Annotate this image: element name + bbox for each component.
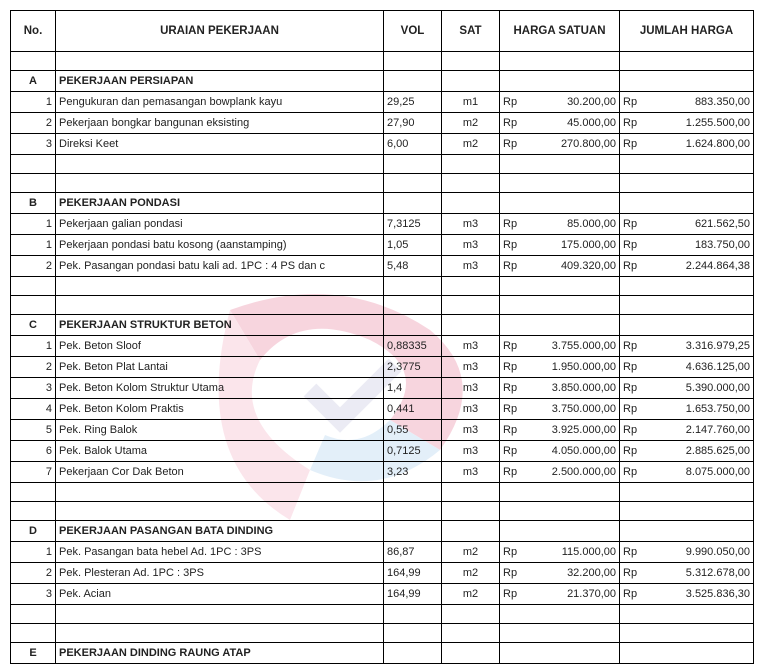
item-total-price: 1.624.800,00 xyxy=(650,134,754,155)
table-row xyxy=(11,256,754,277)
empty-cell xyxy=(620,502,754,521)
table-row xyxy=(11,336,754,357)
currency-label: Rp xyxy=(620,563,650,584)
empty-cell xyxy=(500,483,620,502)
empty-cell xyxy=(620,315,754,336)
empty-cell xyxy=(442,521,500,542)
empty-cell xyxy=(384,174,442,193)
item-no: 4 xyxy=(11,399,56,420)
spacer-row xyxy=(11,296,754,315)
item-unit-price: 3.925.000,00 xyxy=(530,420,620,441)
table-row xyxy=(11,214,754,235)
item-no: 7 xyxy=(11,462,56,483)
item-no: 5 xyxy=(11,420,56,441)
empty-cell xyxy=(620,521,754,542)
section-code: C xyxy=(11,315,56,336)
section-row xyxy=(11,193,754,214)
item-volume: 0,88335 xyxy=(384,336,442,357)
section-code: E xyxy=(11,643,56,664)
item-volume: 0,7125 xyxy=(384,441,442,462)
spacer-row xyxy=(11,624,754,643)
item-no: 1 xyxy=(11,235,56,256)
item-unit: m3 xyxy=(442,256,500,277)
item-unit-price: 85.000,00 xyxy=(530,214,620,235)
item-description: Pengukuran dan pemasangan bowplank kayu xyxy=(56,92,384,113)
empty-cell xyxy=(500,624,620,643)
empty-cell xyxy=(500,71,620,92)
table-row xyxy=(11,134,754,155)
currency-label: Rp xyxy=(500,584,530,605)
empty-cell xyxy=(620,605,754,624)
spacer-row xyxy=(11,605,754,624)
table-row xyxy=(11,399,754,420)
item-description: Pekerjaan Cor Dak Beton xyxy=(56,462,384,483)
item-unit-price: 115.000,00 xyxy=(530,542,620,563)
currency-label: Rp xyxy=(620,462,650,483)
item-description: Pek. Ring Balok xyxy=(56,420,384,441)
item-volume: 0,55 xyxy=(384,420,442,441)
item-description: Pek. Balok Utama xyxy=(56,441,384,462)
table-row xyxy=(11,113,754,134)
table-row xyxy=(11,462,754,483)
section-title: PEKERJAAN PONDASI xyxy=(56,193,384,214)
item-unit: m3 xyxy=(442,399,500,420)
item-total-price: 2.244.864,38 xyxy=(650,256,754,277)
empty-cell xyxy=(620,624,754,643)
currency-label: Rp xyxy=(500,462,530,483)
currency-label: Rp xyxy=(500,378,530,399)
empty-cell xyxy=(384,71,442,92)
empty-cell xyxy=(442,624,500,643)
item-no: 1 xyxy=(11,214,56,235)
empty-cell xyxy=(384,296,442,315)
empty-cell xyxy=(56,155,384,174)
item-unit-price: 30.200,00 xyxy=(530,92,620,113)
item-no: 2 xyxy=(11,113,56,134)
empty-cell xyxy=(442,277,500,296)
item-no: 3 xyxy=(11,134,56,155)
empty-cell xyxy=(56,605,384,624)
empty-cell xyxy=(620,71,754,92)
currency-label: Rp xyxy=(500,563,530,584)
item-description: Pek. Beton Kolom Struktur Utama xyxy=(56,378,384,399)
item-unit-price: 4.050.000,00 xyxy=(530,441,620,462)
empty-cell xyxy=(56,52,384,71)
item-unit: m2 xyxy=(442,542,500,563)
item-total-price: 621.562,50 xyxy=(650,214,754,235)
header-row xyxy=(11,11,754,52)
currency-label: Rp xyxy=(500,256,530,277)
item-unit: m3 xyxy=(442,357,500,378)
item-unit: m2 xyxy=(442,113,500,134)
empty-cell xyxy=(442,605,500,624)
empty-cell xyxy=(500,521,620,542)
section-row xyxy=(11,315,754,336)
empty-cell xyxy=(11,483,56,502)
item-description: Pekerjaan pondasi batu kosong (aanstamping) xyxy=(56,235,384,256)
item-unit: m3 xyxy=(442,441,500,462)
item-unit-price: 3.755.000,00 xyxy=(530,336,620,357)
empty-cell xyxy=(442,193,500,214)
empty-cell xyxy=(620,193,754,214)
item-volume: 27,90 xyxy=(384,113,442,134)
empty-cell xyxy=(500,155,620,174)
item-no: 1 xyxy=(11,92,56,113)
item-description: Pek. Pasangan pondasi batu kali ad. 1PC : 4 PS dan c xyxy=(56,256,384,277)
item-total-price: 183.750,00 xyxy=(650,235,754,256)
section-code: A xyxy=(11,71,56,92)
currency-label: Rp xyxy=(620,92,650,113)
currency-label: Rp xyxy=(620,256,650,277)
rab-table xyxy=(10,10,754,664)
currency-label: Rp xyxy=(620,357,650,378)
item-total-price: 5.312.678,00 xyxy=(650,563,754,584)
empty-cell xyxy=(384,155,442,174)
currency-label: Rp xyxy=(500,336,530,357)
item-no: 3 xyxy=(11,584,56,605)
empty-cell xyxy=(500,296,620,315)
item-volume: 164,99 xyxy=(384,584,442,605)
item-volume: 2,3775 xyxy=(384,357,442,378)
item-description: Pek. Pasangan bata hebel Ad. 1PC : 3PS xyxy=(56,542,384,563)
currency-label: Rp xyxy=(500,134,530,155)
item-total-price: 1.653.750,00 xyxy=(650,399,754,420)
empty-cell xyxy=(500,643,620,664)
item-total-price: 8.075.000,00 xyxy=(650,462,754,483)
empty-cell xyxy=(56,296,384,315)
empty-cell xyxy=(500,193,620,214)
empty-cell xyxy=(500,315,620,336)
item-unit: m2 xyxy=(442,134,500,155)
table-row xyxy=(11,420,754,441)
empty-cell xyxy=(384,502,442,521)
empty-cell xyxy=(442,52,500,71)
table-row xyxy=(11,542,754,563)
item-volume: 6,00 xyxy=(384,134,442,155)
table-row xyxy=(11,563,754,584)
section-row xyxy=(11,643,754,664)
empty-cell xyxy=(442,155,500,174)
item-volume: 7,3125 xyxy=(384,214,442,235)
item-total-price: 4.636.125,00 xyxy=(650,357,754,378)
empty-cell xyxy=(384,52,442,71)
empty-cell xyxy=(620,52,754,71)
empty-cell xyxy=(384,315,442,336)
item-total-price: 2.885.625,00 xyxy=(650,441,754,462)
section-title: PEKERJAAN STRUKTUR BETON xyxy=(56,315,384,336)
empty-cell xyxy=(620,643,754,664)
header-sat: SAT xyxy=(442,11,500,52)
empty-cell xyxy=(384,605,442,624)
item-total-price: 3.525.836,30 xyxy=(650,584,754,605)
currency-label: Rp xyxy=(620,399,650,420)
empty-cell xyxy=(620,277,754,296)
empty-cell xyxy=(11,277,56,296)
empty-cell xyxy=(11,624,56,643)
item-total-price: 5.390.000,00 xyxy=(650,378,754,399)
table-row xyxy=(11,92,754,113)
currency-label: Rp xyxy=(620,378,650,399)
empty-cell xyxy=(56,483,384,502)
empty-cell xyxy=(11,155,56,174)
item-total-price: 1.255.500,00 xyxy=(650,113,754,134)
empty-cell xyxy=(442,296,500,315)
currency-label: Rp xyxy=(620,235,650,256)
item-no: 2 xyxy=(11,357,56,378)
item-description: Direksi Keet xyxy=(56,134,384,155)
header-jumlah-harga: JUMLAH HARGA xyxy=(620,11,754,52)
currency-label: Rp xyxy=(620,336,650,357)
empty-cell xyxy=(11,502,56,521)
spacer-row xyxy=(11,483,754,502)
item-unit-price: 409.320,00 xyxy=(530,256,620,277)
spacer-row xyxy=(11,174,754,193)
item-unit: m2 xyxy=(442,563,500,584)
currency-label: Rp xyxy=(500,357,530,378)
item-total-price: 2.147.760,00 xyxy=(650,420,754,441)
currency-label: Rp xyxy=(620,134,650,155)
item-unit-price: 3.850.000,00 xyxy=(530,378,620,399)
item-unit-price: 45.000,00 xyxy=(530,113,620,134)
item-total-price: 9.990.050,00 xyxy=(650,542,754,563)
item-no: 1 xyxy=(11,542,56,563)
item-unit-price: 3.750.000,00 xyxy=(530,399,620,420)
section-title: PEKERJAAN PERSIAPAN xyxy=(56,71,384,92)
item-description: Pek. Plesteran Ad. 1PC : 3PS xyxy=(56,563,384,584)
item-volume: 0,441 xyxy=(384,399,442,420)
item-unit: m3 xyxy=(442,420,500,441)
currency-label: Rp xyxy=(620,420,650,441)
header-harga-satuan: HARGA SATUAN xyxy=(500,11,620,52)
empty-cell xyxy=(384,521,442,542)
item-no: 1 xyxy=(11,336,56,357)
currency-label: Rp xyxy=(500,542,530,563)
empty-cell xyxy=(384,643,442,664)
empty-cell xyxy=(384,624,442,643)
section-code: B xyxy=(11,193,56,214)
empty-cell xyxy=(11,174,56,193)
item-unit: m3 xyxy=(442,235,500,256)
empty-cell xyxy=(56,277,384,296)
item-unit: m3 xyxy=(442,214,500,235)
item-description: Pek. Beton Sloof xyxy=(56,336,384,357)
spacer-row xyxy=(11,502,754,521)
item-description: Pek. Beton Kolom Praktis xyxy=(56,399,384,420)
section-title: PEKERJAAN DINDING RAUNG ATAP xyxy=(56,643,384,664)
item-unit: m1 xyxy=(442,92,500,113)
currency-label: Rp xyxy=(620,214,650,235)
currency-label: Rp xyxy=(500,420,530,441)
item-volume: 3,23 xyxy=(384,462,442,483)
spacer-row xyxy=(11,155,754,174)
empty-cell xyxy=(56,502,384,521)
currency-label: Rp xyxy=(620,113,650,134)
item-unit-price: 270.800,00 xyxy=(530,134,620,155)
currency-label: Rp xyxy=(500,92,530,113)
item-unit: m2 xyxy=(442,584,500,605)
empty-cell xyxy=(442,483,500,502)
item-unit-price: 175.000,00 xyxy=(530,235,620,256)
item-unit-price: 2.500.000,00 xyxy=(530,462,620,483)
item-volume: 86,87 xyxy=(384,542,442,563)
header-vol: VOL xyxy=(384,11,442,52)
currency-label: Rp xyxy=(500,214,530,235)
item-volume: 5,48 xyxy=(384,256,442,277)
empty-cell xyxy=(442,71,500,92)
empty-cell xyxy=(500,52,620,71)
item-unit-price: 21.370,00 xyxy=(530,584,620,605)
item-volume: 164,99 xyxy=(384,563,442,584)
table-row xyxy=(11,357,754,378)
header-uraian: URAIAN PEKERJAAN xyxy=(56,11,384,52)
item-description: Pekerjaan galian pondasi xyxy=(56,214,384,235)
table-row xyxy=(11,584,754,605)
currency-label: Rp xyxy=(500,113,530,134)
item-volume: 1,4 xyxy=(384,378,442,399)
currency-label: Rp xyxy=(620,542,650,563)
spacer-row xyxy=(11,52,754,71)
section-row xyxy=(11,521,754,542)
currency-label: Rp xyxy=(500,235,530,256)
table-row xyxy=(11,235,754,256)
item-volume: 1,05 xyxy=(384,235,442,256)
currency-label: Rp xyxy=(620,441,650,462)
empty-cell xyxy=(11,296,56,315)
item-unit-price: 32.200,00 xyxy=(530,563,620,584)
item-description: Pek. Acian xyxy=(56,584,384,605)
empty-cell xyxy=(620,296,754,315)
empty-cell xyxy=(56,174,384,193)
item-unit-price: 1.950.000,00 xyxy=(530,357,620,378)
header-no: No. xyxy=(11,11,56,52)
empty-cell xyxy=(500,605,620,624)
section-title: PEKERJAAN PASANGAN BATA DINDING xyxy=(56,521,384,542)
item-description: Pek. Beton Plat Lantai xyxy=(56,357,384,378)
item-description: Pekerjaan bongkar bangunan eksisting xyxy=(56,113,384,134)
empty-cell xyxy=(620,155,754,174)
currency-label: Rp xyxy=(500,399,530,420)
spacer-row xyxy=(11,277,754,296)
empty-cell xyxy=(56,624,384,643)
empty-cell xyxy=(620,483,754,502)
empty-cell xyxy=(384,277,442,296)
item-no: 6 xyxy=(11,441,56,462)
item-total-price: 883.350,00 xyxy=(650,92,754,113)
item-total-price: 3.316.979,25 xyxy=(650,336,754,357)
empty-cell xyxy=(442,174,500,193)
item-no: 3 xyxy=(11,378,56,399)
item-volume: 29,25 xyxy=(384,92,442,113)
item-no: 2 xyxy=(11,563,56,584)
empty-cell xyxy=(442,315,500,336)
table-row xyxy=(11,378,754,399)
empty-cell xyxy=(500,174,620,193)
currency-label: Rp xyxy=(620,584,650,605)
item-unit: m3 xyxy=(442,378,500,399)
section-row xyxy=(11,71,754,92)
section-code: D xyxy=(11,521,56,542)
currency-label: Rp xyxy=(500,441,530,462)
item-unit: m3 xyxy=(442,462,500,483)
empty-cell xyxy=(384,483,442,502)
empty-cell xyxy=(500,277,620,296)
empty-cell xyxy=(620,174,754,193)
empty-cell xyxy=(11,52,56,71)
item-no: 2 xyxy=(11,256,56,277)
empty-cell xyxy=(11,605,56,624)
empty-cell xyxy=(442,643,500,664)
item-unit: m3 xyxy=(442,336,500,357)
empty-cell xyxy=(442,502,500,521)
table-row xyxy=(11,441,754,462)
empty-cell xyxy=(500,502,620,521)
empty-cell xyxy=(384,193,442,214)
